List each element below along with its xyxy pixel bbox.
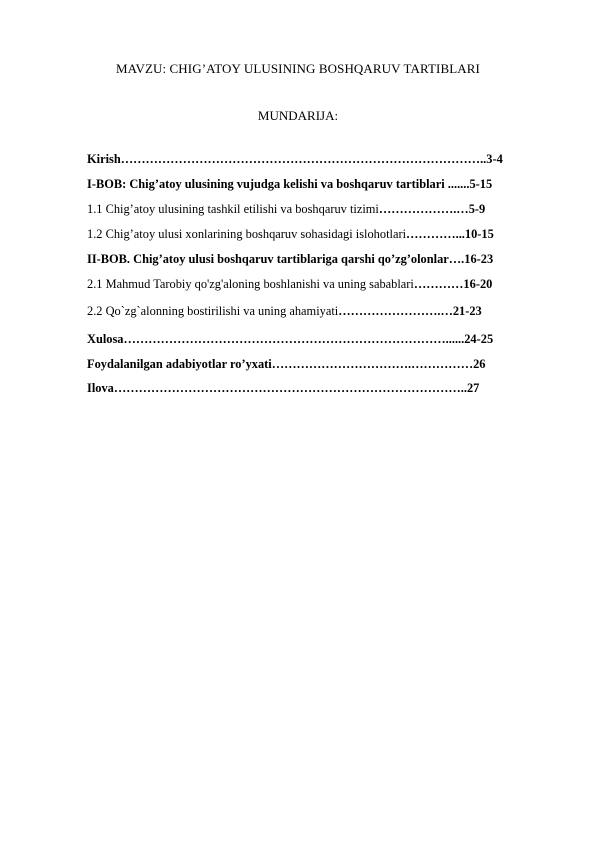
toc-entry-section-2-2 bbox=[87, 302, 482, 320]
toc-heading: MUNDARIJA: bbox=[257, 108, 339, 123]
toc-entry-text: Xulosa……………………………………………………………………......24-25 bbox=[87, 332, 494, 346]
toc-entry-text: Foydalanilgan adabiyotlar ro’yxati…………………………….……………26 bbox=[87, 357, 486, 371]
toc-entry-text: I-BOB: Chig’atoy ulusining vujudga kelishi va boshqaruv tartiblari .......5-15 bbox=[87, 177, 493, 191]
toc-entry-text: 1.1 Chig’atoy ulusining tashkil etilishi va boshqaruv tizimi bbox=[87, 202, 379, 216]
toc-entry-text: Kirish……………………………………………………………………………..3-4 bbox=[87, 152, 503, 166]
toc-entry-chapter-1 bbox=[87, 175, 492, 193]
toc-entry-chapter-2 bbox=[87, 250, 493, 268]
topic-title: MAVZU: CHIG’ATOY ULUSINING BOSHQARUV TARTIBLARI bbox=[115, 61, 480, 76]
toc-entry-section-1-2 bbox=[87, 225, 494, 243]
toc-entry-text: II-BOB. Chig’atoy ulusi boshqaruv tartiblariga qarshi qo’zg’olonlar….16-23 bbox=[87, 252, 494, 266]
toc-entry-section-2-1 bbox=[87, 275, 492, 293]
toc-entry-page: …………...10-15 bbox=[406, 227, 494, 241]
toc-entry-kirish bbox=[87, 150, 503, 168]
toc-entry-bibliography bbox=[87, 355, 485, 373]
toc-entry-text: 2.2 Qo`zg`alonning bostirilishi va uning ahamiyati bbox=[87, 304, 339, 318]
toc-entry-section-1-1 bbox=[87, 200, 485, 218]
toc-entry-page: …………16-20 bbox=[413, 277, 493, 291]
toc-entry-ilova bbox=[87, 379, 479, 397]
toc-entry-text: 1.2 Chig’atoy ulusi xonlarining boshqaruv sohasidagi islohotlari bbox=[87, 227, 407, 241]
toc-entry-page: ……………….…5-9 bbox=[378, 202, 486, 216]
toc-entry-page: …………………….…21-23 bbox=[338, 304, 482, 318]
toc-entry-text: Ilova…………………………………………………………………………..27 bbox=[87, 381, 480, 395]
toc-entry-text: 2.1 Mahmud Tarobiy qo'zg'aloning boshlanishi va uning sabablari bbox=[87, 277, 414, 291]
toc-entry-xulosa bbox=[87, 330, 493, 348]
